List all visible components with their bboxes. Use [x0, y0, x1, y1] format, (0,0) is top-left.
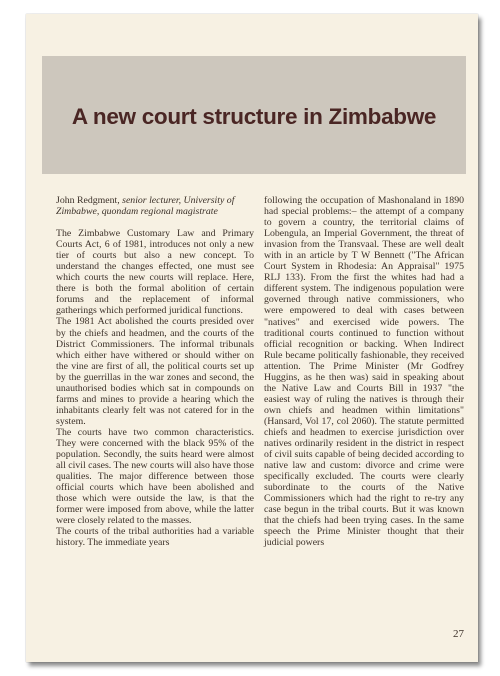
left-column	[56, 195, 254, 548]
paragraph: The courts of the tribal authorities had a variable history. The immediate years	[56, 526, 254, 549]
paragraph: following the occupation of Mashonaland in 1890 had special problems:– the attempt of a company to govern a country, the territorial claims of Lobengula, an Imperial Government, the threat of invasion from the Transvaal. These are well dealt with in an article by T W Bennett ("The African Court System in Rhodesia: An Appraisal" 1975 RLJ 133). From the first the whites had had a different system. The indigenous population were governed through native commissioners, who were empowered to deal with cases between "natives" and exercised wide powers. The traditional courts continued to function without official recognition or backing. When Indirect Rule became politically fashionable, they received attention. The Prime Minister (Mr Godfrey Huggins, as he then was) said in speaking about the Native Law and Courts Bill in 1937 "the easiest way of ruling the natives is through their own chiefs and headmen within limitations" (Hansard, Vol 17, col 2060). The statute permitted chiefs and headmen to exercise jurisdiction over natives ordinarily resident in the district in respect of civil suits capable of being decided according to native law and custom: divorce and crime were specifically excluded. The courts were clearly subordinate to the courts of the Native Commissioners which had the right to re-try any case begun in the tribal courts. But it was known that the chiefs had been trying cases. In the same speech the Prime Minister thought that their judicial powers	[264, 195, 464, 549]
author-role: , senior lecturer, University of Zimbabwe, quondam regional magistrate	[56, 195, 235, 218]
right-column	[264, 195, 464, 549]
page-number: 27	[453, 628, 464, 640]
journal-page	[26, 14, 478, 662]
author-name: John Redgment	[56, 195, 118, 206]
title-banner	[42, 56, 466, 174]
article-title: A new court structure in Zimbabwe	[71, 104, 437, 129]
author-byline	[56, 195, 254, 217]
paragraph: The courts have two common characteristics. They were concerned with the black 95% of the population. Secondly, the suits heard were almost all civil cases. The new courts will also have those qualities. The major difference between those official courts which have been abolished and those which were outside the law, is that the former were imposed from above, while the latter were closely related to the masses.	[56, 426, 254, 527]
paragraph: The Zimbabwe Customary Law and Primary Courts Act, 6 of 1981, introduces not only a new tier of courts but also a new concept. To understand the changes effected, one must see which courts the new courts will replace. Here, there is both the formal abolition of certain forums and the replacement of informal gatherings which performed juridical functions.	[56, 228, 254, 317]
paragraph: The 1981 Act abolished the courts presided over by the chiefs and headmen, and the courts of the District Commissioners. The informal tribunals which either have withered or should wither on the vine are first of all, the political courts set up by the guerrillas in the war zones and second, the unauthorised bodies which sat in compounds on farms and mines to provide a hearing which the inhabitants clearly felt was not catered for in the system.	[56, 316, 254, 427]
